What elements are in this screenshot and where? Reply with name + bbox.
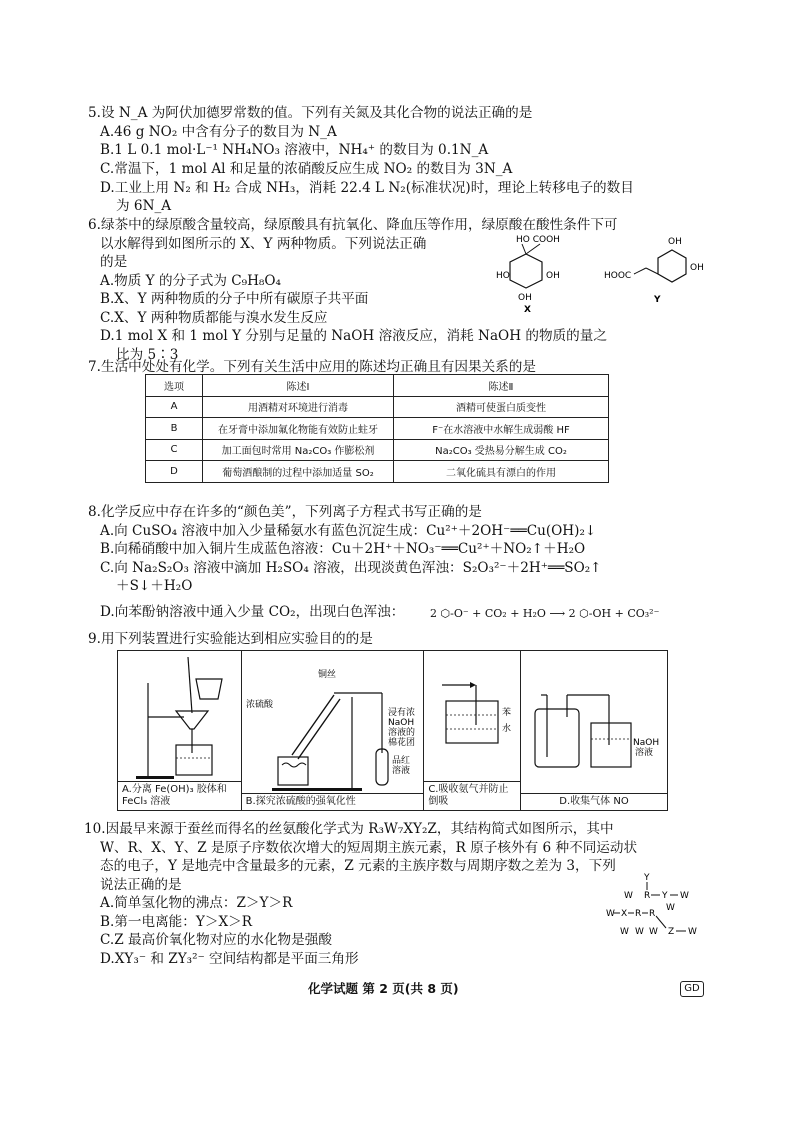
ammonia-absorption-apparatus [424, 653, 518, 781]
q10-stem-line1: 10.因最早来源于蚕丝而得名的丝氨酸化学式为 R₃W₇XY₂Z，其结构简式如图所示，其中 [84, 821, 614, 837]
q9-apparatus-table [117, 650, 668, 811]
q5-option-d-line2: 为 6N_A [116, 198, 172, 214]
copper-sulfuric-acid-apparatus [242, 665, 422, 793]
q10-stem-line4: 说法正确的是 [100, 877, 182, 893]
table-cell: 在牙膏中添加氟化物能有效防止蛀牙 [203, 418, 394, 440]
q8-option-b: B.向稀硝酸中加入铜片生成蓝色溶液：Cu＋2H⁺＋NO₃⁻══Cu²⁺＋NO₂↑＋H₂O [100, 541, 586, 557]
label-copper-wire: 铜丝 [317, 670, 336, 680]
q10-option-b: B.第一电离能：Y＞X＞R [100, 914, 252, 930]
table-row [146, 439, 609, 461]
q8-option-c-line2: ＋S↓＋H₂O [116, 578, 193, 594]
q7-stem: 7.生活中处处有化学。下列有关生活中应用的陈述均正确且有因果关系的是 [88, 359, 536, 375]
q6-structure-x [498, 232, 578, 314]
footer-badge: GD [680, 981, 704, 997]
atom-w: W [620, 927, 629, 937]
atom-r: R [649, 909, 656, 919]
atom-w: W [635, 927, 644, 937]
atom-w: W [649, 927, 658, 937]
caption-c: C.吸收氨气并防止倒吸 [424, 781, 520, 810]
table-row [146, 461, 609, 483]
table-cell: 葡萄酒酿制的过程中添加适量 SO₂ [203, 461, 394, 483]
atom-w: W [666, 903, 675, 913]
atom-r: R [644, 891, 651, 901]
q7-table [145, 374, 609, 483]
q8-option-d-equation: 2 ⬡-O⁻ + CO₂ + H₂O ⟶ 2 ⬡-OH + CO₃²⁻ [430, 607, 660, 620]
label-water: 水 [502, 724, 512, 734]
atom-y: Y [662, 891, 668, 901]
header-statement-1: 陈述Ⅰ [203, 375, 394, 397]
q10-option-d: D.XY₃⁻ 和 ZY₃²⁻ 空间结构都是平面三角形 [100, 951, 359, 967]
y-oh-right-label: OH [690, 263, 704, 273]
caption-d: D.收集气体 NO [521, 793, 667, 810]
y-figure-label: Y [654, 295, 661, 305]
table-row [146, 418, 609, 440]
funnel-filtration-apparatus [118, 653, 239, 781]
label-naoh: NaOH [633, 738, 660, 748]
y-hooc-label: HOOC [604, 271, 632, 281]
q6-option-b: B.X、Y 两种物质的分子中所有碳原子共平面 [100, 291, 369, 307]
q6-stem-line2: 以水解得到如图所示的 X、Y 两种物质。下列说法正确 [100, 236, 427, 252]
q6-option-c: C.X、Y 两种物质都能与溴水发生反应 [100, 310, 328, 326]
table-header-row [146, 375, 609, 397]
table-cell: 二氧化硫具有漂白的作用 [394, 461, 609, 483]
caption-a: A.分离 Fe(OH)₃ 胶体和 FeCl₃ 溶液 [118, 781, 241, 810]
q10-option-a: A.简单氢化物的沸点：Z＞Y＞R [100, 895, 293, 911]
label-benzene: 苯 [502, 708, 512, 718]
q5-option-d-line1: D.工业上用 N₂ 和 H₂ 合成 NH₃，消耗 22.4 L N₂(标准状况)时，理论上转移电子的数目 [100, 180, 634, 196]
q5-option-c: C.常温下，1 mol Al 和足量的浓硝酸反应生成 NO₂ 的数目为 3N_A [100, 161, 513, 177]
atom-z: Z [668, 927, 675, 937]
q5-option-a: A.46 g NO₂ 中含有分子的数目为 N_A [100, 124, 337, 140]
header-statement-2: 陈述Ⅱ [394, 375, 609, 397]
label-naoh-1: 浸有浓 [387, 708, 415, 718]
table-cell: 酒精可使蛋白质变性 [394, 396, 609, 418]
table-cell: B [146, 418, 203, 440]
gas-collection-apparatus [521, 665, 667, 793]
atom-x: X [621, 909, 628, 919]
q8-stem: 8.化学反应中存在许多的“颜色美”，下列离子方程式书写正确的是 [88, 504, 482, 520]
table-cell: A [146, 396, 203, 418]
label-pinhong-1: 品红 [391, 756, 410, 766]
table-cell: 用酒精对环境进行消毒 [203, 396, 394, 418]
atom-w: W [624, 891, 633, 901]
caption-b: B.探究浓硫酸的强氧化性 [242, 793, 424, 810]
apparatus-b-cell [241, 651, 424, 811]
apparatus-a-cell [118, 651, 242, 811]
q6-option-d-line1: D.1 mol X 和 1 mol Y 分别与足量的 NaOH 溶液反应，消耗 NaOH 的物质的量之 [100, 328, 607, 344]
q6-stem-line3: 的是 [100, 254, 128, 270]
atom-r: R [635, 909, 642, 919]
label-naoh-2: NaOH [387, 718, 414, 728]
label-naoh-4: 棉花团 [387, 738, 415, 748]
q6-structure-y [604, 234, 714, 306]
q8-option-d: D.向苯酚钠溶液中通入少量 CO₂，出现白色浑浊： [100, 604, 405, 620]
q8-option-c-line1: C.向 Na₂S₂O₃ 溶液中滴加 H₂SO₄ 溶液，出现淡黄色浑浊：S₂O₃²⁻＋2H⁺══SO₂↑ [100, 560, 602, 576]
apparatus-c-cell [424, 651, 521, 811]
x-ho-left-label: HO [496, 271, 510, 281]
label-pinhong-2: 溶液 [391, 766, 410, 776]
header-option: 选项 [146, 375, 203, 397]
q5-stem: 5.设 N_A 为阿伏加德罗常数的值。下列有关氮及其化合物的说法正确的是 [88, 105, 533, 121]
q10-structure [604, 870, 710, 948]
x-figure-label: X [524, 305, 531, 315]
table-cell: D [146, 461, 203, 483]
atom-w: W [688, 927, 697, 937]
q10-option-c: C.Z 最高价氧化物对应的水化物是强酸 [100, 932, 332, 948]
q6-stem-line1: 6.绿茶中的绿原酸含量较高，绿原酸具有抗氧化、降血压等作用，绿原酸在酸性条件下可 [88, 217, 618, 233]
q8-option-a: A.向 CuSO₄ 溶液中加入少量稀氨水有蓝色沉淀生成：Cu²⁺＋2OH⁻══Cu(OH)₂↓ [100, 523, 597, 539]
x-oh-bottom-label: OH [518, 293, 532, 303]
q6-option-a: A.物质 Y 的分子式为 C₉H₈O₄ [100, 273, 281, 289]
table-cell: Na₂CO₃ 受热易分解生成 CO₂ [394, 439, 609, 461]
x-ho-cooh-label: HO COOH [516, 235, 560, 245]
atom-w: W [606, 909, 615, 919]
label-solution: 溶液 [635, 748, 654, 758]
apparatus-d-cell [521, 651, 668, 811]
table-cell: C [146, 439, 203, 461]
y-oh-top-label: OH [668, 237, 682, 247]
label-naoh-3: 溶液的 [387, 728, 415, 738]
q9-stem: 9.用下列装置进行实验能达到相应实验目的的是 [88, 631, 373, 647]
atom-w: W [680, 891, 689, 901]
q10-stem-line3: 态的电子，Y 是地壳中含量最多的元素，Z 元素的主族序数与周期序数之差为 3，下列 [100, 858, 616, 874]
q10-stem-line2: W、R、X、Y、Z 是原子序数依次增大的短周期主族元素，R 原子核外有 6 种不同运动状 [100, 840, 638, 856]
q5-option-b: B.1 L 0.1 mol·L⁻¹ NH₄NO₃ 溶液中，NH₄⁺ 的数目为 0.1N_A [100, 142, 489, 158]
page-footer: 化学试题 第 2 页(共 8 页) [308, 981, 459, 996]
table-cell: 加工面包时常用 Na₂CO₃ 作膨松剂 [203, 439, 394, 461]
label-conc-sulfuric-acid: 浓硫酸 [245, 700, 273, 710]
table-row [146, 396, 609, 418]
x-oh-right-label: OH [546, 271, 560, 281]
q6-option-d-line2: 比为 5∶3 [116, 347, 179, 363]
table-cell: F⁻在水溶液中水解生成弱酸 HF [394, 418, 609, 440]
atom-y-top: Y [644, 873, 650, 883]
